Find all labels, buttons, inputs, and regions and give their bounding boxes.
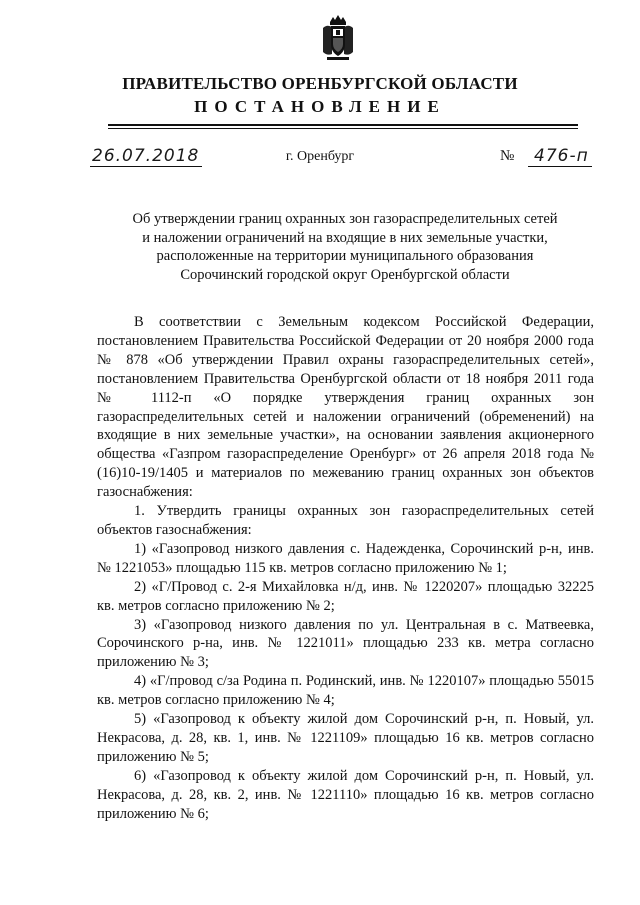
document-body bbox=[97, 313, 594, 823]
government-title: ПРАВИТЕЛЬСТВО ОРЕНБУРГСКОЙ ОБЛАСТИ bbox=[122, 74, 518, 93]
list-item: 6) «Газопровод к объекту жилой дом Сорочинский р-н, п. Новый, ул. Некрасова, д. 28, кв. 2, инв. № 1221110» площадью 16 кв. метров согласно приложению № 6; bbox=[97, 767, 594, 822]
list-item: 3) «Газопровод низкого давления по ул. Центральная в с. Матвеевка, Сорочинского р-на, инв. № 1221011» площадью 233 кв. метра согласно приложению № 3; bbox=[97, 616, 594, 671]
header-divider-thin bbox=[108, 128, 578, 129]
subject-line: Сорочинский городской округ Оренбургской области bbox=[180, 266, 510, 283]
coat-of-arms-emblem bbox=[321, 14, 355, 62]
list-item: 4) «Г/провод с/за Родина п. Родинский, инв. № 1220107» площадью 55015 кв. метров согласно приложению № 4; bbox=[97, 673, 594, 709]
subject-line: и наложении ограничений на входящие в них земельные участки, bbox=[142, 229, 548, 246]
point-1-paragraph: 1. Утвердить границы охранных зон газораспределительных сетей объектов газоснабжения: bbox=[97, 503, 594, 538]
subject-line: Об утверждении границ охранных зон газораспределительных сетей bbox=[132, 211, 558, 227]
document-number: 476-п bbox=[534, 146, 589, 166]
document-type: ПОСТАНОВЛЕНИЕ bbox=[194, 97, 446, 116]
number-label: № bbox=[500, 148, 515, 164]
date-underline bbox=[90, 166, 202, 167]
subject-line: расположенные на территории муниципального образования bbox=[156, 248, 534, 264]
document-subject bbox=[100, 210, 590, 284]
list-item: 2) «Г/Провод с. 2-я Михайловка н/д, инв. № 1220207» площадью 32225 кв. метров согласно приложению № 2; bbox=[97, 578, 594, 614]
header-divider-thick bbox=[108, 124, 578, 126]
document-city: г. Оренбург bbox=[285, 149, 355, 164]
list-item: 1) «Газопровод низкого давления с. Надежденка, Сорочинский р-н, инв. № 1221053» площадью 115 кв. метров согласно приложению № 1; bbox=[97, 540, 594, 576]
list-item: 5) «Газопровод к объекту жилой дом Сорочинский р-н, п. Новый, ул. Некрасова, д. 28, кв. 1, инв. № 1221109» площадью 16 кв. метров согласно приложению № 5; bbox=[97, 711, 594, 765]
number-underline bbox=[528, 166, 592, 167]
preamble-paragraph: В соответствии с Земельным кодексом Российской Федерации, постановлением Правительства Российской Федерации от 20 ноября 2000 года № 878 «Об утверждении Правил охраны газораспределительных сетей», постановлением Правительства Оренбургской области от 18 ноября 2011 года № 1112-п «О порядке утверждения границ охранных зон газораспределительных сетей и наложении ограничений (обременений) на входящие в них земельные участки», на основании заявления акционерного общества «Газпром газораспределение Оренбург» от 26 апреля 2018 года № (16)10-19/1405 и материалов по межеванию границ охранных зон объектов газоснабжения: bbox=[97, 314, 594, 501]
document-date: 26.07.2018 bbox=[92, 146, 200, 166]
